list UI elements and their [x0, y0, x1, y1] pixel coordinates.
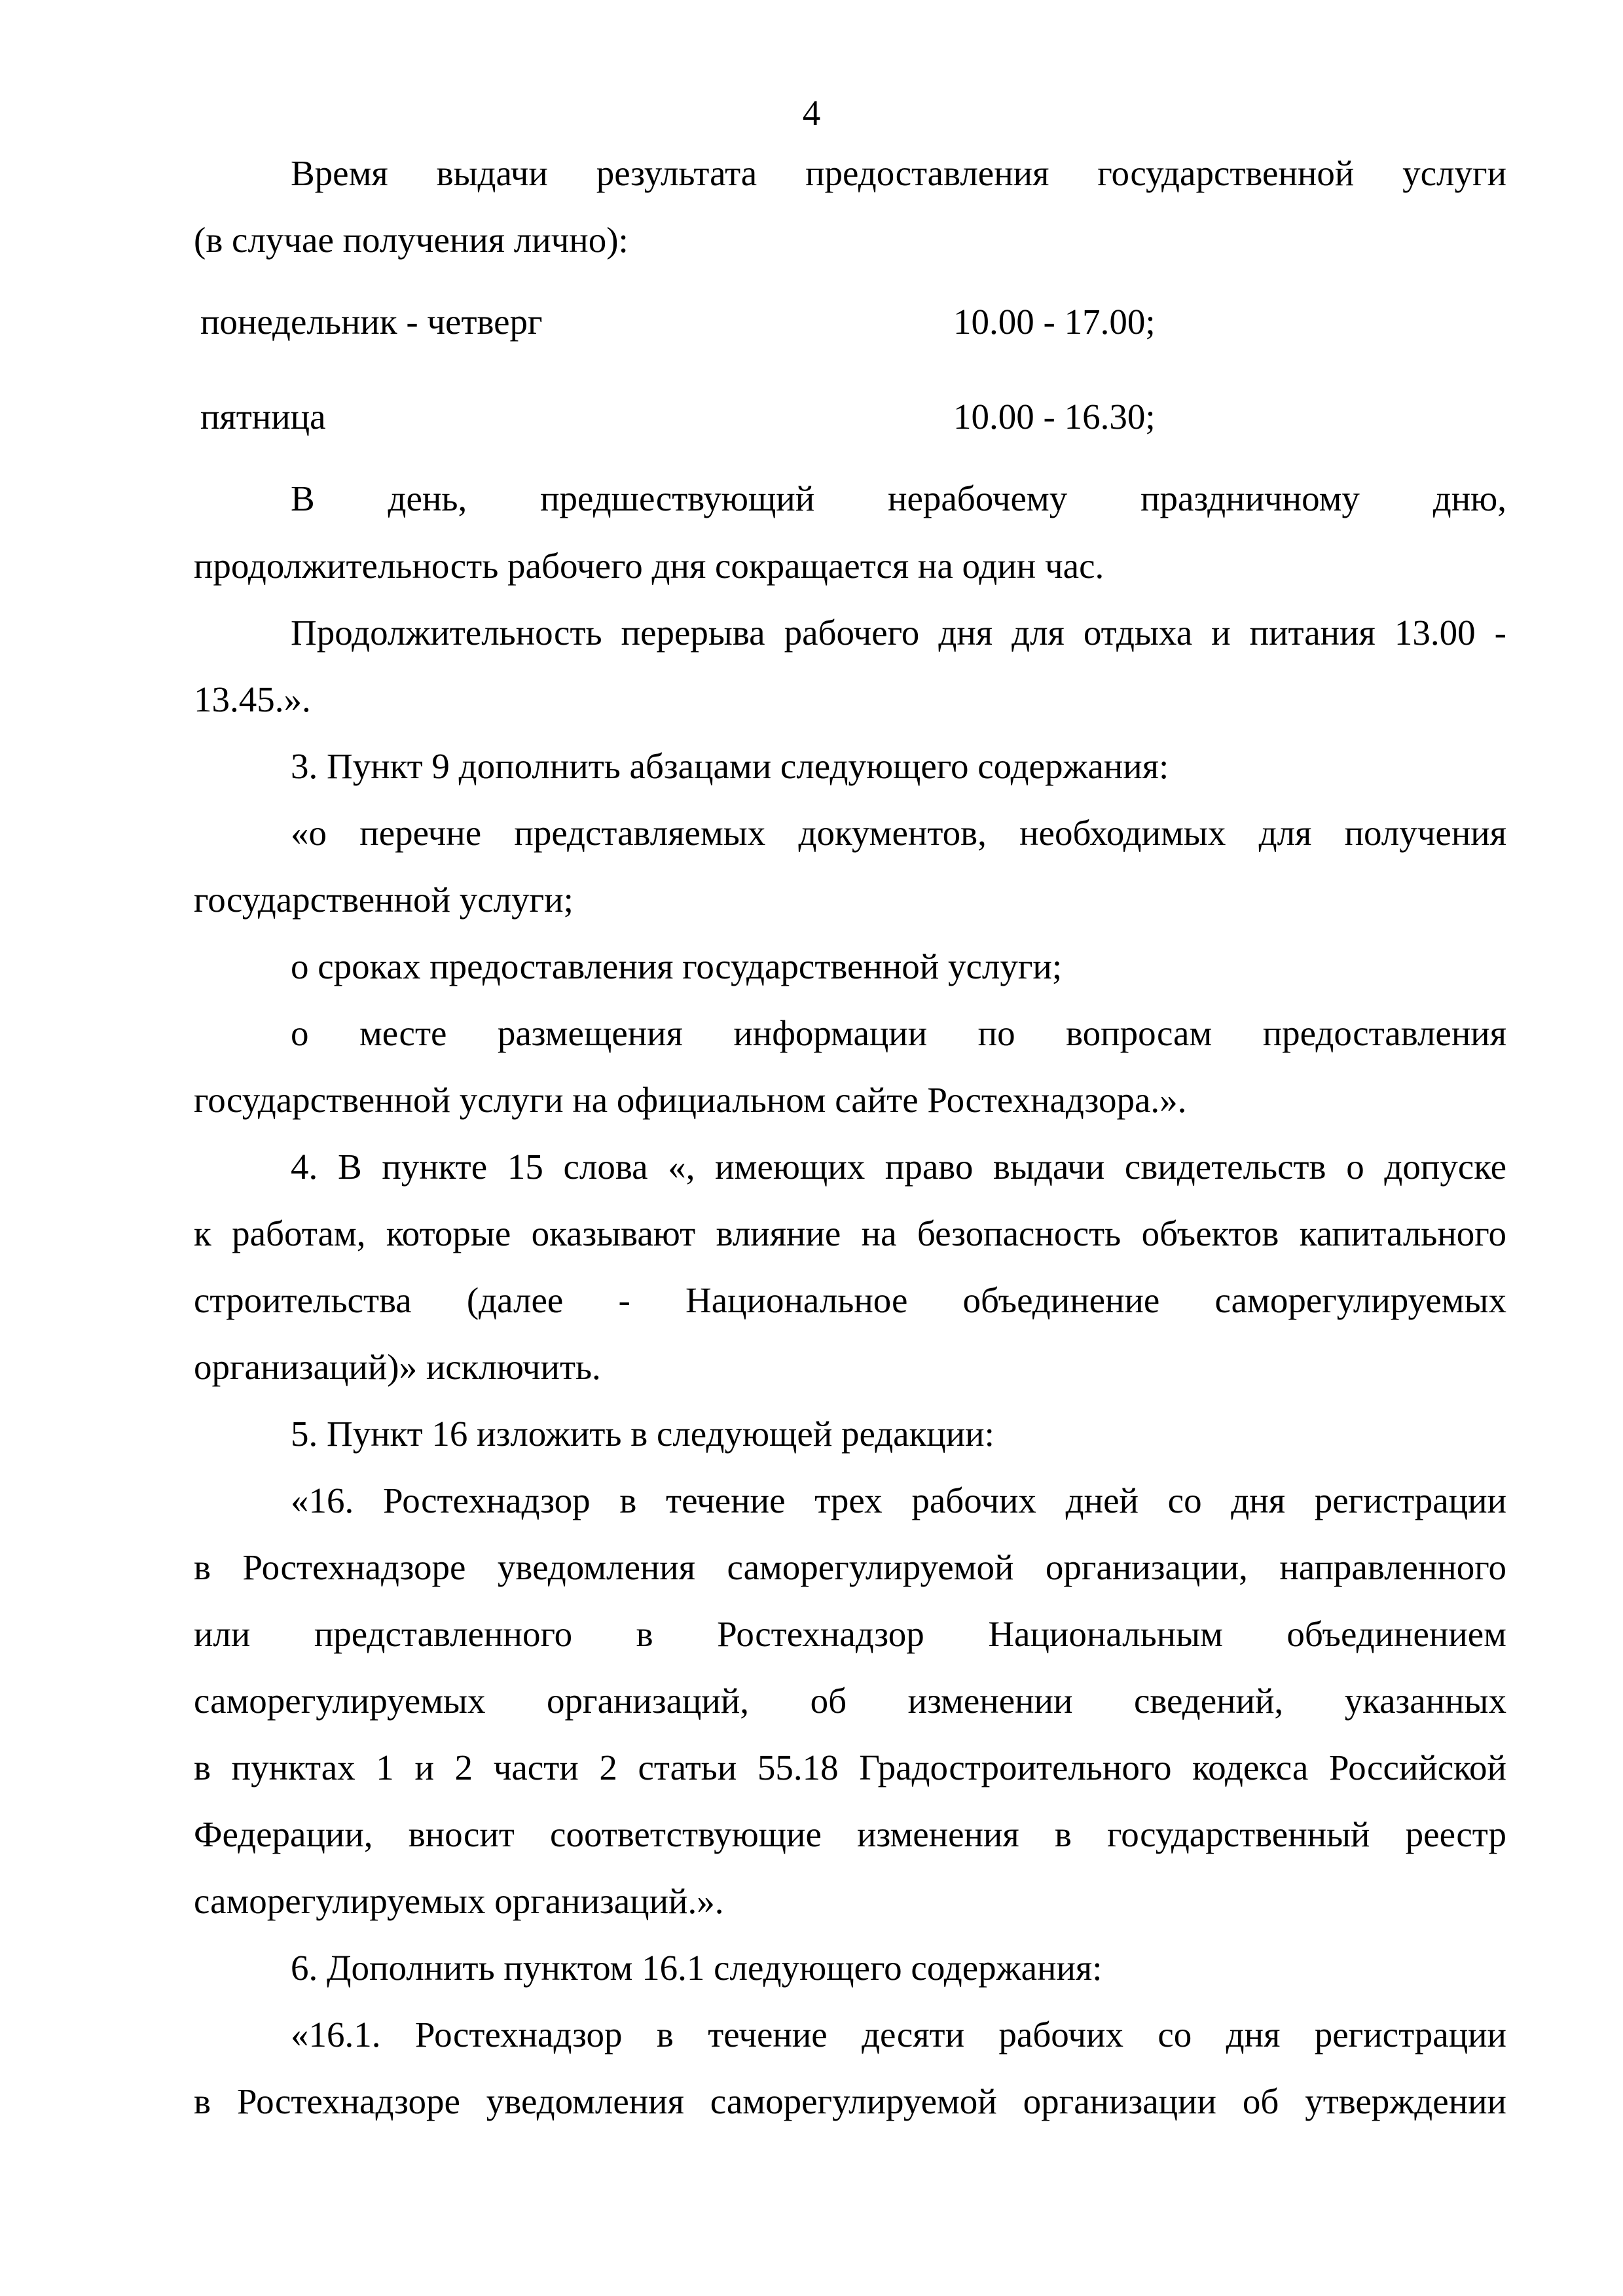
text-line: в Ростехнадзоре уведомления саморегулируемой организации об утверждении [194, 2081, 1506, 2121]
schedule-days: пятница [200, 397, 326, 437]
text-line: 4. В пункте 15 слова «, имеющих право выдачи свидетельств о допуске [291, 1147, 1506, 1187]
text-line: 5. Пункт 16 изложить в следующей редакции: [291, 1414, 994, 1454]
schedule-hours: 10.00 - 16.30; [953, 397, 1156, 437]
page-number: 4 [802, 93, 821, 133]
text-line: (в случае получения лично): [194, 220, 629, 260]
text-line: Федерации, вносит соответствующие изменения в государственный реестр [194, 1814, 1506, 1854]
text-line: 3. Пункт 9 дополнить абзацами следующего содержания: [291, 746, 1169, 786]
text-line: государственной услуги; [194, 880, 574, 920]
text-line: в пунктах 1 и 2 части 2 статьи 55.18 Градостроительного кодекса Российской [194, 1748, 1506, 1787]
text-line: о месте размещения информации по вопросам предоставления [291, 1013, 1506, 1053]
text-line: «16.1. Ростехнадзор в течение десяти рабочих со дня регистрации [291, 2015, 1506, 2054]
text-line: «о перечне представляемых документов, необходимых для получения [291, 813, 1506, 853]
text-line: 6. Дополнить пунктом 16.1 следующего содержания: [291, 1948, 1103, 1988]
text-line: организаций)» исключить. [194, 1347, 601, 1387]
text-line: государственной услуги на официальном сайте Ростехнадзора.». [194, 1080, 1187, 1120]
text-line: продолжительность рабочего дня сокращается на один час. [194, 546, 1104, 586]
text-line: строительства (далее - Национальное объединение саморегулируемых [194, 1280, 1506, 1320]
schedule-hours: 10.00 - 17.00; [953, 302, 1156, 342]
text-line: В день, предшествующий нерабочему праздничному дню, [291, 478, 1506, 518]
text-line: саморегулируемых организаций, об изменении сведений, указанных [194, 1681, 1506, 1721]
text-line: 13.45.». [194, 679, 311, 719]
text-line: саморегулируемых организаций.». [194, 1881, 724, 1921]
text-line: «16. Ростехнадзор в течение трех рабочих дней со дня регистрации [291, 1480, 1506, 1520]
schedule-days: понедельник - четверг [200, 302, 543, 342]
text-line: о сроках предоставления государственной услуги; [291, 946, 1063, 986]
text-line: Продолжительность перерыва рабочего дня для отдыха и питания 13.00 - [291, 613, 1506, 653]
text-line: в Ростехнадзоре уведомления саморегулируемой организации, направленного [194, 1547, 1506, 1587]
text-line: к работам, которые оказывают влияние на безопасность объектов капитального [194, 1213, 1506, 1253]
text-line: или представленного в Ростехнадзор Национальным объединением [194, 1614, 1506, 1654]
text-line: Время выдачи результата предоставления государственной услуги [291, 153, 1506, 193]
